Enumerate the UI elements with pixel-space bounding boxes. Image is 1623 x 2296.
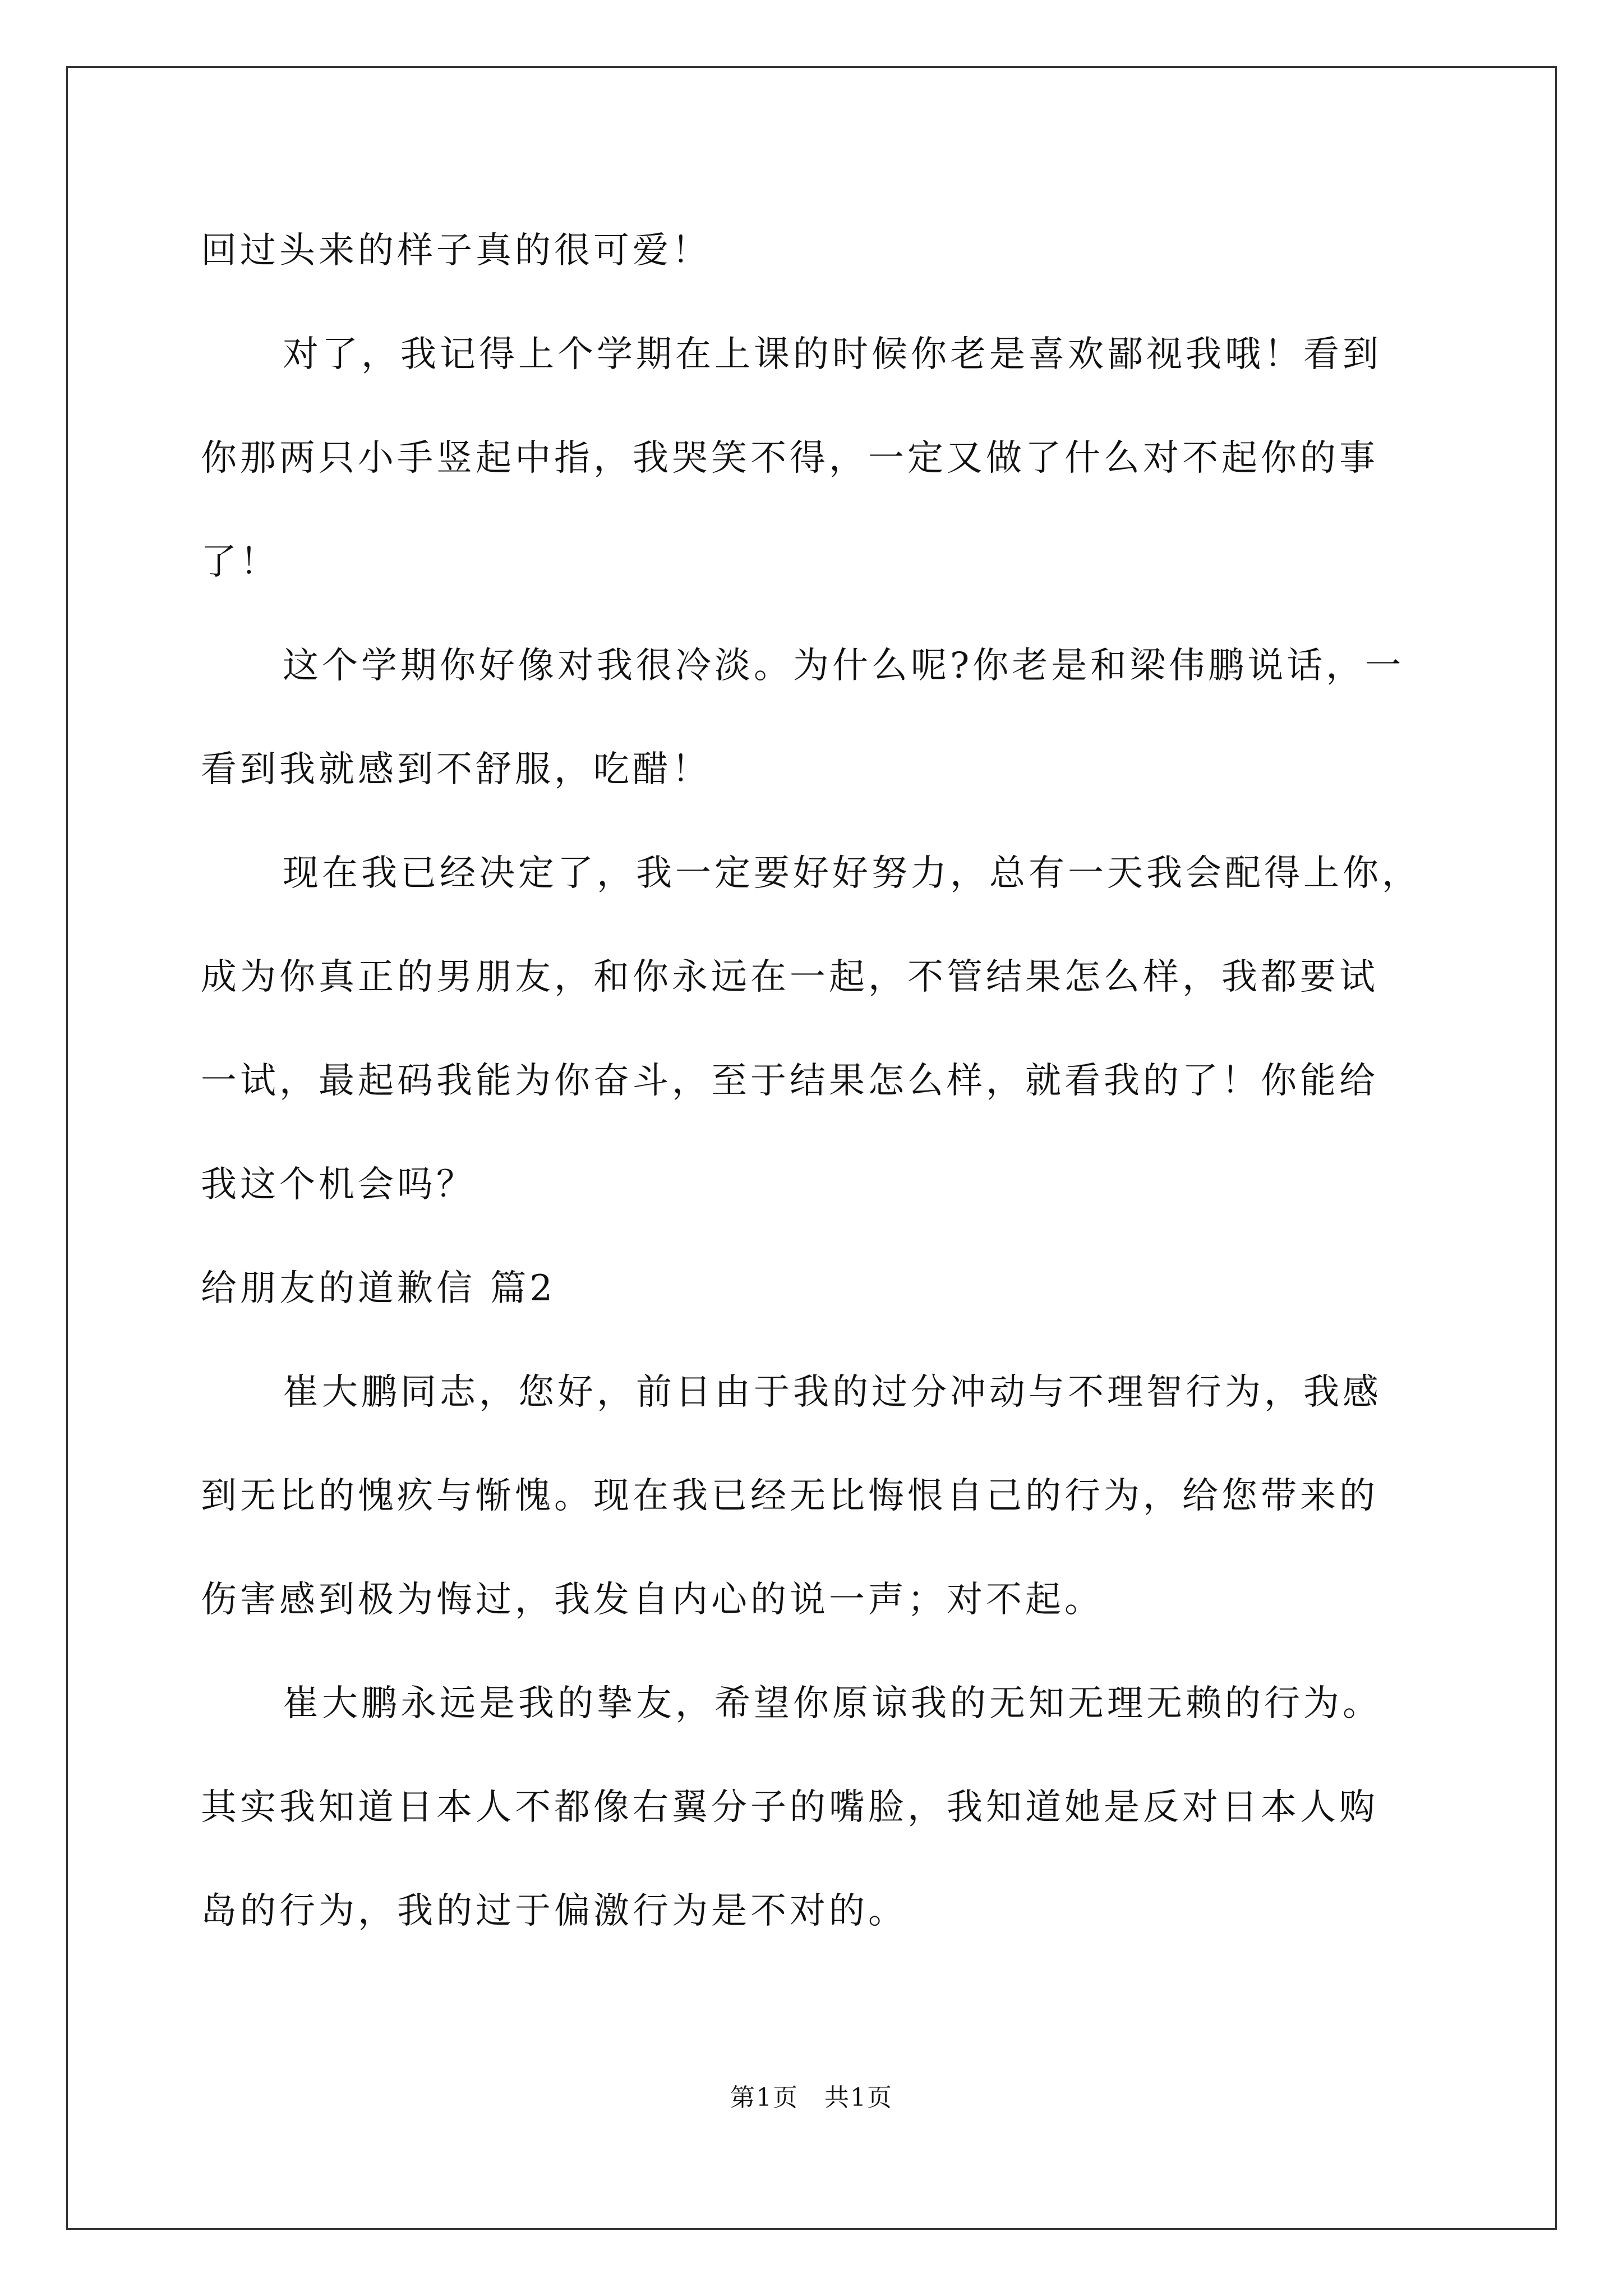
text-line: 一试，最起码我能为你奋斗，至于结果怎么样，就看我的了！你能给 <box>201 1060 1378 1102</box>
text-line: 岛的行为，我的过于偏激行为是不对的。 <box>201 1890 907 1932</box>
text-line: 到无比的愧疚与惭愧。现在我已经无比悔恨自己的行为，给您带来的 <box>201 1475 1378 1517</box>
paragraph-start: 崔大鹏同志，您好，前日由于我的过分冲动与不理智行为，我感 <box>283 1372 1382 1413</box>
paragraph-start: 对了，我记得上个学期在上课的时候你老是喜欢鄙视我哦！看到 <box>283 334 1382 375</box>
text-line: 伤害感到极为悔过，我发自内心的说一声；对不起。 <box>201 1579 1104 1621</box>
paragraph-start: 这个学期你好像对我很冷淡。为什么呢?你老是和梁伟鹏说话，一 <box>283 645 1405 687</box>
paragraph-start: 现在我已经决定了，我一定要好好努力，总有一天我会配得上你， <box>283 853 1421 894</box>
text-line: 你那两只小手竖起中指，我哭笑不得，一定又做了什么对不起你的事 <box>201 438 1378 479</box>
page-footer: 第1页 共1页 <box>730 2083 893 2112</box>
text-line: 成为你真正的男朋友，和你永远在一起，不管结果怎么样，我都要试 <box>201 956 1378 998</box>
text-line: 了！ <box>201 541 279 583</box>
document-body <box>201 199 1435 1963</box>
text-line: 看到我就感到不舒服，吃醋！ <box>201 749 711 790</box>
paragraph-start: 崔大鹏永远是我的挚友，希望你原谅我的无知无理无赖的行为。 <box>283 1683 1382 1724</box>
section-heading: 给朋友的道歉信 篇2 <box>201 1268 556 1309</box>
text-line: 我这个机会吗？ <box>201 1164 476 1205</box>
text-line: 其实我知道日本人不都像右翼分子的嘴脸，我知道她是反对日本人购 <box>201 1787 1378 1828</box>
text-line: 回过头来的样子真的很可爱！ <box>201 230 711 272</box>
